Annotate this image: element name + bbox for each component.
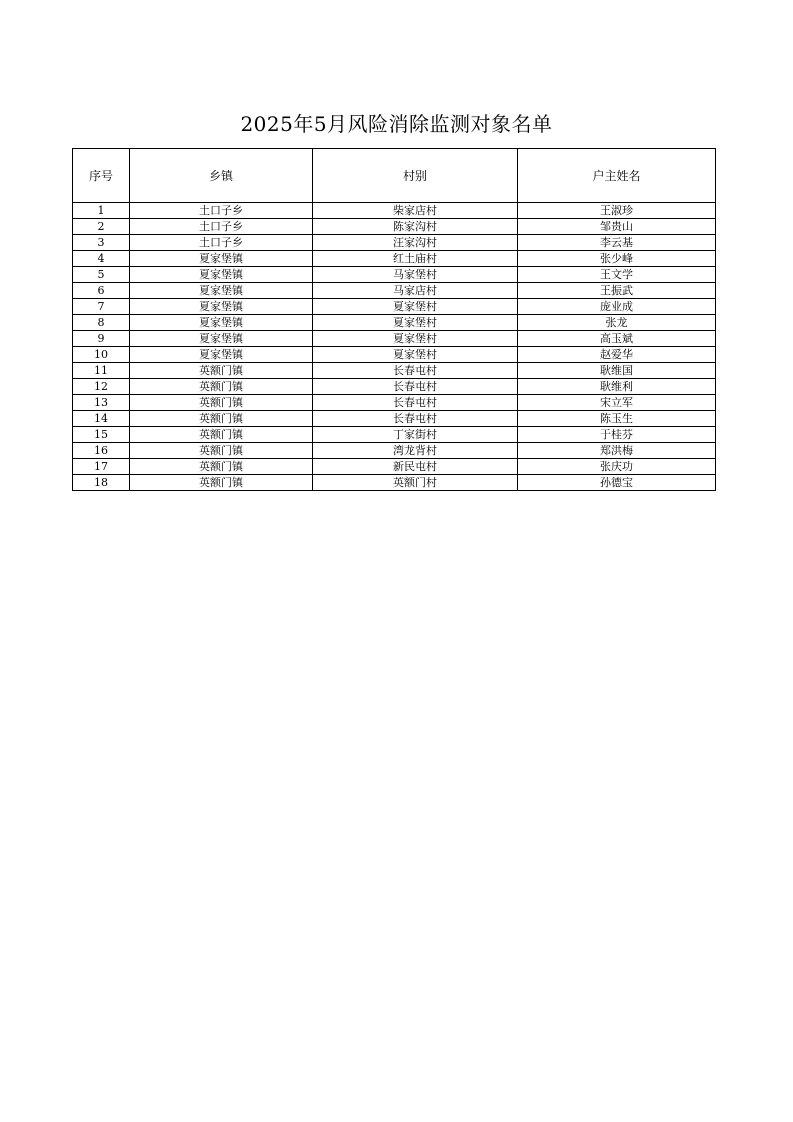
cell-town: 英额门镇	[130, 427, 313, 443]
column-header-name: 户主姓名	[518, 149, 716, 203]
cell-village: 英额门村	[313, 475, 518, 491]
cell-village: 红土庙村	[313, 251, 518, 267]
cell-no: 18	[73, 475, 130, 491]
cell-no: 6	[73, 283, 130, 299]
table-body	[73, 203, 716, 491]
cell-householder-name: 王文学	[518, 267, 716, 283]
cell-town: 英额门镇	[130, 459, 313, 475]
cell-householder-name: 郑洪梅	[518, 443, 716, 459]
cell-village: 汪家沟村	[313, 235, 518, 251]
cell-householder-name: 赵爱华	[518, 347, 716, 363]
cell-town: 英额门镇	[130, 475, 313, 491]
cell-householder-name: 于桂芬	[518, 427, 716, 443]
cell-householder-name: 宋立军	[518, 395, 716, 411]
cell-town: 土口子乡	[130, 219, 313, 235]
table-row	[73, 251, 716, 267]
cell-no: 1	[73, 203, 130, 219]
cell-no: 14	[73, 411, 130, 427]
cell-householder-name: 王振武	[518, 283, 716, 299]
cell-village: 夏家堡村	[313, 347, 518, 363]
cell-town: 夏家堡镇	[130, 283, 313, 299]
cell-householder-name: 孙德宝	[518, 475, 716, 491]
cell-town: 英额门镇	[130, 395, 313, 411]
cell-no: 10	[73, 347, 130, 363]
cell-village: 长春屯村	[313, 411, 518, 427]
cell-no: 11	[73, 363, 130, 379]
cell-householder-name: 邹贵山	[518, 219, 716, 235]
cell-town: 英额门镇	[130, 411, 313, 427]
cell-householder-name: 陈玉生	[518, 411, 716, 427]
cell-householder-name: 耿维国	[518, 363, 716, 379]
cell-town: 夏家堡镇	[130, 267, 313, 283]
cell-householder-name: 高玉斌	[518, 331, 716, 347]
cell-householder-name: 耿维利	[518, 379, 716, 395]
table-row	[73, 411, 716, 427]
cell-village: 丁家街村	[313, 427, 518, 443]
cell-town: 英额门镇	[130, 379, 313, 395]
cell-no: 3	[73, 235, 130, 251]
cell-town: 夏家堡镇	[130, 251, 313, 267]
cell-householder-name: 张庆功	[518, 459, 716, 475]
table-header-row	[73, 149, 716, 203]
table-row	[73, 347, 716, 363]
cell-no: 17	[73, 459, 130, 475]
cell-no: 7	[73, 299, 130, 315]
cell-town: 英额门镇	[130, 443, 313, 459]
table-row	[73, 363, 716, 379]
cell-town: 英额门镇	[130, 363, 313, 379]
column-header-village: 村别	[313, 149, 518, 203]
cell-no: 15	[73, 427, 130, 443]
table-row	[73, 427, 716, 443]
table-row	[73, 475, 716, 491]
cell-no: 5	[73, 267, 130, 283]
table-row	[73, 299, 716, 315]
table-row	[73, 283, 716, 299]
column-header-no: 序号	[73, 149, 130, 203]
cell-no: 12	[73, 379, 130, 395]
cell-householder-name: 李云基	[518, 235, 716, 251]
cell-householder-name: 张少峰	[518, 251, 716, 267]
cell-town: 夏家堡镇	[130, 331, 313, 347]
cell-village: 长春屯村	[313, 395, 518, 411]
table-row	[73, 219, 716, 235]
cell-householder-name: 张龙	[518, 315, 716, 331]
cell-village: 马家店村	[313, 283, 518, 299]
cell-village: 陈家沟村	[313, 219, 518, 235]
table-row	[73, 315, 716, 331]
cell-town: 夏家堡镇	[130, 347, 313, 363]
table-row	[73, 235, 716, 251]
cell-no: 13	[73, 395, 130, 411]
column-header-town: 乡镇	[130, 149, 313, 203]
cell-no: 8	[73, 315, 130, 331]
cell-village: 柴家店村	[313, 203, 518, 219]
cell-village: 夏家堡村	[313, 331, 518, 347]
cell-village: 新民屯村	[313, 459, 518, 475]
table-row	[73, 395, 716, 411]
cell-village: 长春屯村	[313, 379, 518, 395]
cell-no: 9	[73, 331, 130, 347]
cell-no: 16	[73, 443, 130, 459]
table-row	[73, 267, 716, 283]
cell-householder-name: 庞业成	[518, 299, 716, 315]
table-row	[73, 379, 716, 395]
page-title: 2025年5月风险消除监测对象名单	[240, 112, 553, 136]
cell-village: 长春屯村	[313, 363, 518, 379]
monitoring-roster-table	[72, 148, 716, 491]
cell-village: 马家堡村	[313, 267, 518, 283]
cell-no: 4	[73, 251, 130, 267]
cell-village: 夏家堡村	[313, 315, 518, 331]
cell-town: 土口子乡	[130, 203, 313, 219]
cell-town: 夏家堡镇	[130, 299, 313, 315]
table-row	[73, 331, 716, 347]
cell-town: 夏家堡镇	[130, 315, 313, 331]
cell-town: 土口子乡	[130, 235, 313, 251]
cell-no: 2	[73, 219, 130, 235]
table-row	[73, 459, 716, 475]
table-row	[73, 443, 716, 459]
table-row	[73, 203, 716, 219]
cell-householder-name: 王淑珍	[518, 203, 716, 219]
cell-village: 湾龙背村	[313, 443, 518, 459]
cell-village: 夏家堡村	[313, 299, 518, 315]
